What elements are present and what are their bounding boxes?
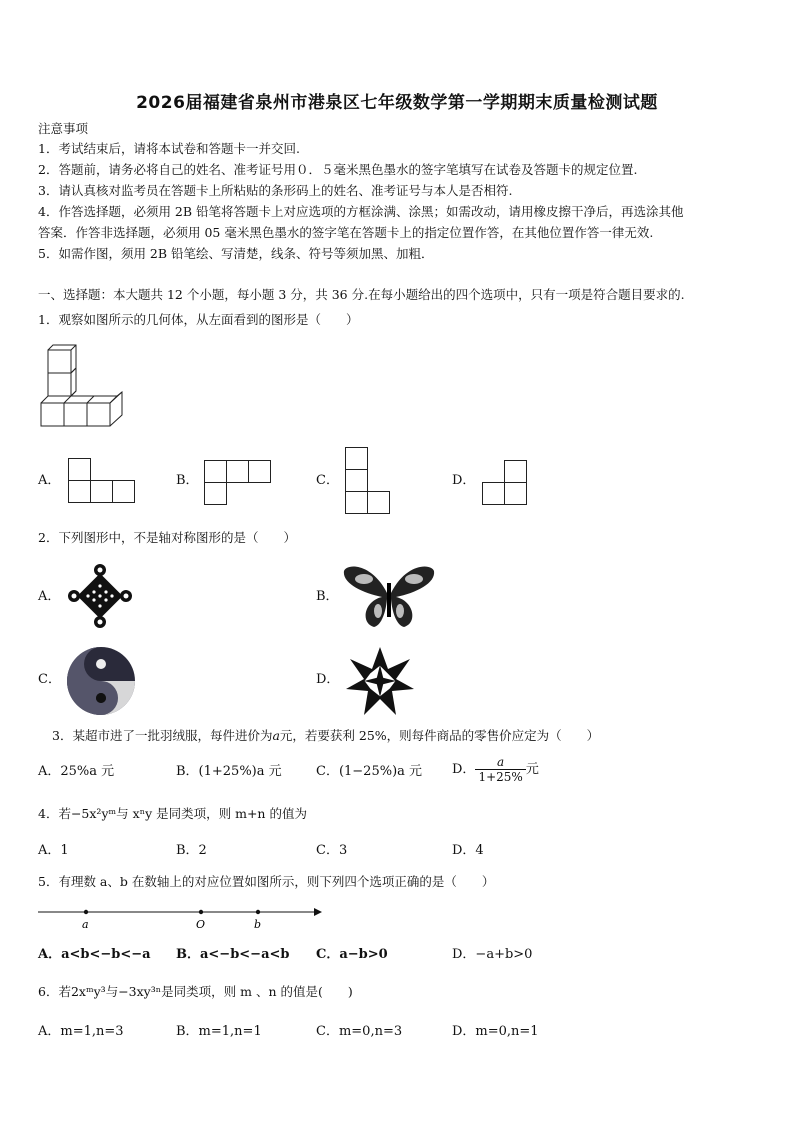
q2-option-c[interactable]: C． xyxy=(38,672,61,687)
q5-option-c[interactable]: C．a−b>0 xyxy=(316,947,388,962)
q1-option-a[interactable]: A． xyxy=(38,473,61,488)
q3-option-d-unit: 元 xyxy=(525,762,539,777)
question-2-stem: 2．下列图形中，不是轴对称图形的是（ ） xyxy=(38,530,296,545)
q2-option-b[interactable]: B． xyxy=(316,589,339,604)
q6-option-d[interactable]: D．m=0,n=1 xyxy=(452,1024,539,1039)
q6-option-b[interactable]: B．m=1,n=1 xyxy=(176,1024,262,1039)
q1-option-b-figure xyxy=(204,460,274,506)
octagram-star-icon xyxy=(344,645,416,717)
fraction-numerator: a xyxy=(475,755,525,770)
q6-option-a[interactable]: A．m=1,n=3 xyxy=(38,1024,124,1039)
axis-label-b: b xyxy=(254,918,262,931)
q3-option-a[interactable]: A．25%a 元 xyxy=(38,764,115,779)
note-item: 答案．作答非选择题，必须用 05 毫米黑色墨水的签字笔在答题卡上的指定位置作答，在其他位置作答一律无效. xyxy=(38,225,654,240)
chinese-knot-icon xyxy=(66,562,134,630)
question-3-stem xyxy=(52,728,599,744)
number-line-figure xyxy=(38,904,328,934)
page-title: 2026届福建省泉州市港泉区七年级数学第一学期期末质量检测试题 xyxy=(136,93,658,113)
q1-option-d-figure xyxy=(482,460,530,506)
q3-option-d-fraction xyxy=(475,755,525,784)
q3-option-b[interactable]: B．(1+25%)a 元 xyxy=(176,764,282,779)
note-item: 5．如需作图，须用 2B 铅笔绘、写清楚，线条、符号等须加黑、加粗． xyxy=(38,246,434,261)
q6-option-c[interactable]: C．m=0,n=3 xyxy=(316,1024,403,1039)
question-6-stem: 6．若2xᵐy³与−3xy³ⁿ是同类项，则 m 、n 的值是( ) xyxy=(38,984,353,999)
axis-label-a: a xyxy=(82,918,89,931)
q3-option-d-label: D． xyxy=(452,762,476,777)
q3-option-c[interactable]: C．(1−25%)a 元 xyxy=(316,764,423,779)
note-item: 3．请认真核对监考员在答题卡上所粘贴的条形码上的姓名、准考证号与本人是否相符. xyxy=(38,183,513,198)
q2-option-d[interactable]: D． xyxy=(316,672,340,687)
q1-3d-figure xyxy=(38,345,128,435)
question-4-stem: 4．若−5x²yᵐ与 xⁿy 是同类项，则 m+n 的值为 xyxy=(38,806,307,821)
q4-option-a[interactable]: A．1 xyxy=(38,843,69,858)
q5-option-d[interactable]: D．−a+b>0 xyxy=(452,947,533,962)
q4-option-c[interactable]: C．3 xyxy=(316,843,348,858)
q1-option-b[interactable]: B． xyxy=(176,473,199,488)
q5-option-a[interactable]: A．a<b<−b<−a xyxy=(38,947,151,962)
q1-option-c-figure xyxy=(345,447,393,515)
note-item: 1．考试结束后，请将本试卷和答题卡一并交回. xyxy=(38,141,300,156)
yin-yang-icon xyxy=(66,646,136,716)
question-5-stem: 5．有理数 a、b 在数轴上的对应位置如图所示，则下列四个选项正确的是（ ） xyxy=(38,874,495,889)
notes-heading: 注意事项 xyxy=(38,121,89,136)
q3-option-d[interactable] xyxy=(452,755,539,784)
q1-option-c[interactable]: C． xyxy=(316,473,339,488)
q5-option-b[interactable]: B．a<−b<−a<b xyxy=(176,947,290,962)
axis-label-origin: O xyxy=(196,918,206,931)
section-heading: 一、选择题：本大题共 12 个小题，每小题 3 分，共 36 分.在每小题给出的四个选项中，只有一项是符合题目要求的. xyxy=(38,287,685,302)
fraction-denominator: 1+25% xyxy=(478,770,523,784)
q2-option-a[interactable]: A． xyxy=(38,589,61,604)
question-3-stem-end: 元，若要获利 25%，则每件商品的零售价应定为（ ） xyxy=(279,728,600,743)
question-3-var: a xyxy=(272,728,280,743)
q4-option-b[interactable]: B．2 xyxy=(176,843,207,858)
question-3-stem-start: 3．某超市进了一批羽绒服，每件进价为 xyxy=(52,728,273,743)
note-item: 2．答题前，请务必将自己的姓名、准考证号用０．５毫米黑色墨水的签字笔填写在试卷及答题卡的规定位置. xyxy=(38,162,638,177)
q4-option-d[interactable]: D．4 xyxy=(452,843,484,858)
note-item: 4．作答选择题，必须用 2B 铅笔将答题卡上对应选项的方框涂满、涂黑；如需改动，请用橡皮擦干净后，再选涂其他 xyxy=(38,204,684,219)
q1-option-a-figure xyxy=(68,458,138,504)
butterfly-icon xyxy=(342,563,436,629)
question-1-stem: 1．观察如图所示的几何体，从左面看到的图形是（ ） xyxy=(38,312,359,327)
q1-option-d[interactable]: D． xyxy=(452,473,476,488)
